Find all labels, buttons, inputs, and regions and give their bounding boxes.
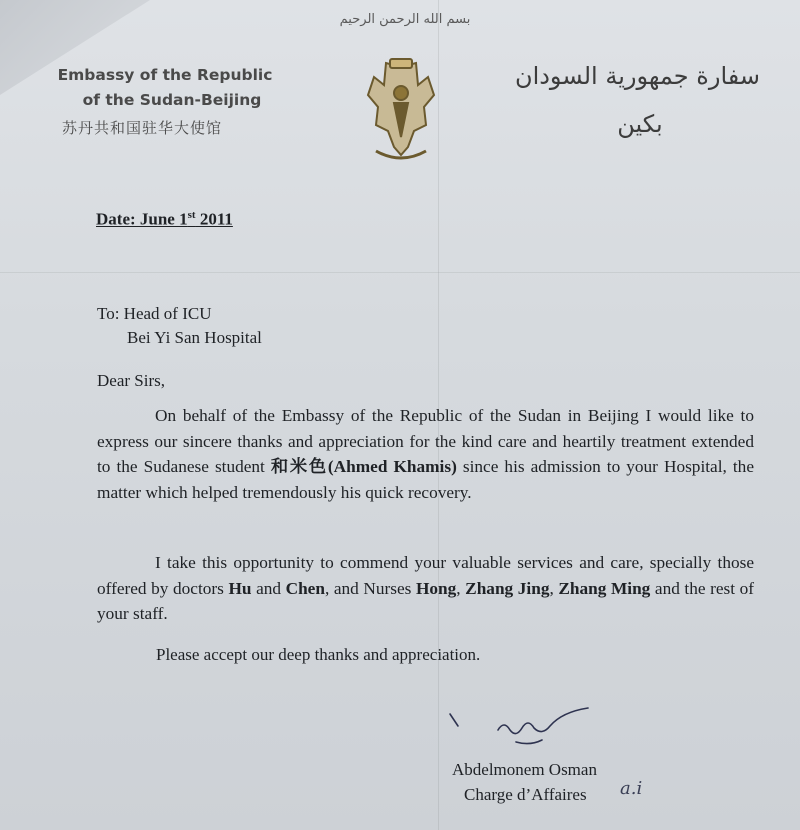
letterhead-english <box>52 63 292 113</box>
letterhead-arabic <box>514 52 760 148</box>
signatory-name: Abdelmonem Osman <box>452 760 597 779</box>
letterhead-line-1: Embassy of the Republic <box>57 66 273 84</box>
paragraph-2-text: , <box>549 578 559 598</box>
salutation: Dear Sirs, <box>97 371 165 390</box>
recipient-block <box>97 302 262 350</box>
letter-date <box>96 209 233 230</box>
recipient-line-1: To: Head of ICU <box>97 304 212 323</box>
handwritten-signature-icon <box>438 700 608 750</box>
letterhead-chinese: 苏丹共和国驻华大使馆 <box>62 119 223 137</box>
closing-line: Please accept our deep thanks and appreciation. <box>156 645 481 664</box>
bismillah-text: بسم الله الرحمن الرحيم <box>339 12 471 27</box>
paragraph-2-text: I take this opportunity to commend your valuable services and care, specially those offered by doctors <box>97 553 754 598</box>
paragraph-1-text: since his admission to your Hospital, the matter which helped tremendously his quick recovery. <box>97 457 754 502</box>
nurse-name: Hong <box>415 578 457 598</box>
fold-crease <box>0 272 800 273</box>
paragraph-2 <box>97 550 754 627</box>
letterhead-arabic-line-2: بكين <box>617 110 663 138</box>
paragraph-2-text: , and Nurses <box>324 578 416 598</box>
date-prefix: Date: June 1 <box>96 209 188 229</box>
signatory-title: Charge d’Affaires <box>464 785 587 804</box>
student-name: 和米色(Ahmed Khamis) <box>270 457 457 476</box>
paragraph-2-text: and the rest of your staff. <box>97 578 755 623</box>
nurse-name: Zhang Jing <box>465 578 550 598</box>
paragraph-2-text: , <box>456 578 466 598</box>
letterhead-line-2: of the Sudan-Beijing <box>82 91 262 109</box>
date-ordinal: st <box>187 209 196 221</box>
handwritten-note: a.i <box>620 778 643 799</box>
recipient-line-2: Bei Yi San Hospital <box>127 328 262 347</box>
signatory-block <box>452 757 597 807</box>
date-year: 2011 <box>195 209 233 229</box>
paragraph-1 <box>97 403 754 505</box>
doctor-name: Hu <box>228 578 252 598</box>
paragraph-1-text: On behalf of the Embassy of the Republic of the Sudan in Beijing I would like to express our sincere thanks and appreciation for the kind care and heartily treatment extended to the Sudanese student <box>97 406 754 476</box>
nurse-name: Zhang Ming <box>558 578 651 598</box>
letterhead-arabic-line-1: سفارة جمهورية السودان <box>514 62 760 90</box>
doctor-name: Chen <box>285 578 325 598</box>
paragraph-2-text: and <box>251 578 286 598</box>
sudan-emblem-icon <box>356 55 446 165</box>
